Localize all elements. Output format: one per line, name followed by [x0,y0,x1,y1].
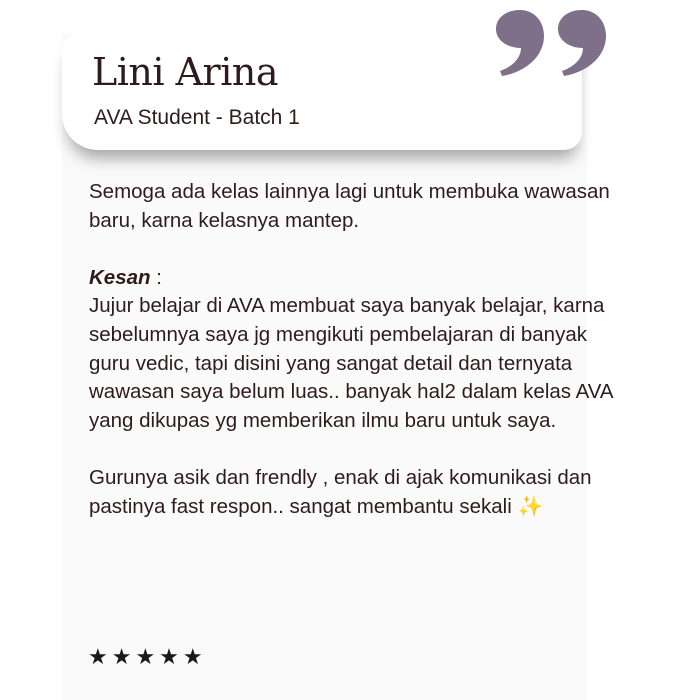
review-paragraph: Semoga ada kelas lainnya lagi untuk membuka wawasan baru, karna kelasnya mantep. [89,180,610,232]
review-paragraph [89,464,614,521]
quote-mark-icon [556,10,606,76]
kesan-separator: : [150,265,162,289]
rating-stars: ★★★★★ [88,645,207,670]
sparkles-icon: ✨ [517,494,543,518]
kesan-heading [89,264,614,293]
quote-mark-icon [494,10,544,76]
kesan-label: Kesan [89,265,151,289]
quote-mark-icon-shape [558,10,606,76]
reviewer-role: AVA Student - Batch 1 [94,106,300,129]
review-body [89,178,614,521]
closing-text: Gurunya asik dan frendly , enak di ajak komunikasi dan pastinya fast respon.. sangat membantu sekali [89,465,592,518]
reviewer-name: Lini Arina [92,50,278,94]
quote-mark-icon-shape [496,10,544,76]
kesan-paragraph: Jujur belajar di AVA membuat saya banyak belajar, karna sebelumnya saya jg mengikuti pembelajaran di banyak guru vedic, tapi disini yang sangat detail dan ternyata wawasan saya belum luas.. banyak hal2 dalam kelas AVA yang dikupas yg memberikan ilmu baru untuk saya. [89,294,613,432]
